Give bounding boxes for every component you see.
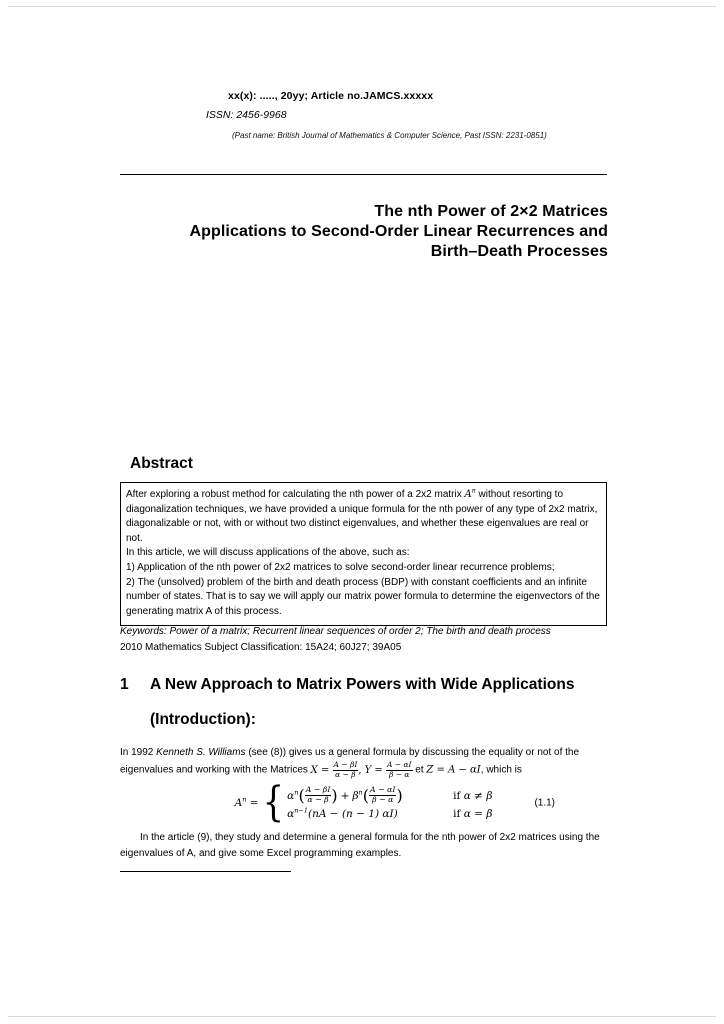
keywords-line: Keywords: Power of a matrix; Recurrent linear sequences of order 2; The birth and death process [120,626,551,637]
right-paren-2: ) [396,785,403,805]
abstract-p1-pre: After exploring a robust method for calculating the nth power of a 2x2 matrix [126,489,465,500]
fraction-2-denominator: β − α [372,795,394,804]
case-row-2 [287,808,492,820]
fraction-1-denominator: α − β [307,795,329,804]
cases-brace: { [262,778,285,827]
section-heading [120,676,625,729]
matrix-y-numerator: A − αI [387,760,412,769]
section-number: 1 [120,676,129,693]
case-2-body: (nA − (n − 1) αI) [308,807,398,820]
alpha-symbol: α [287,789,295,802]
math-sup-n: n [471,487,476,495]
intro-pre: In 1992 [120,747,157,758]
alpha-exponent: n [294,788,299,796]
matrix-x-fraction [333,761,359,779]
equation-lhs-base: A [234,797,243,809]
page-top-edge [8,6,716,7]
abstract-paragraph-2: In this article, we will discuss applications of the above, such as: [126,547,410,559]
left-paren-1: ( [298,785,305,805]
case-2-coef-alpha [287,808,308,820]
journal-header [120,90,607,140]
abstract-paragraph-1 [126,488,600,546]
math-base-A: A [464,489,472,500]
section-heading-line-1 [120,676,625,694]
intro-mid: (see (8)) gives us a general formula by discussing the equality or not of the eigenvalues and working with the Matrices [120,747,580,776]
abstract-item-1: 1) Application of the nth power of 2x2 matrices to solve second-order linear recurrence problems; [126,561,555,573]
closing-paragraph: In the article (9), they study and determine a general formula for the nth power of 2x2 matrices using the eigenvalues of A, and give some Excel programming examples. [120,832,600,859]
matrix-x-lhs: X = [310,764,333,776]
paper-title-line-3: Birth–Death Processes [430,243,608,260]
case-2-expression [287,808,447,820]
alpha-exponent-2: n−1 [294,806,309,815]
matrix-y-lhs: , Y = [358,764,386,776]
section-title: A New Approach to Matrix Powers with Wide Applications [150,676,575,693]
paper-title-line-2: Applications to Second-Order Linear Recurrences and [189,223,608,240]
intro-post: , which is [480,764,522,776]
equation-lhs-sup: n [242,795,247,804]
msc-line: 2010 Mathematics Subject Classification: 15A24; 60J27; 39A05 [120,641,402,653]
abstract-item-2: 2) The (unsolved) problem of the birth and death process (BDP) with constant coefficients and an infinite number of states. That is to say we will apply our matrix power formula to determine the eigenvectors of the generating matrix A of this process. [126,576,600,617]
abstract-box [120,482,607,626]
equation-body [234,778,493,827]
intro-et: et [412,764,427,776]
case-1-fraction-1 [305,786,332,805]
case-1-coef-beta [352,790,362,802]
case-2-condition-expr: α = β [463,807,493,820]
beta-symbol: β [352,789,359,802]
equation-number: (1.1) [534,797,555,809]
if-word-2: if [453,807,464,820]
plus-sign: + [340,789,350,802]
equation-lhs [235,797,259,809]
equals-sign: = [246,797,259,809]
section-subtitle: (Introduction): [150,711,256,728]
paper-title [120,202,608,262]
beta-exponent: n [358,788,363,796]
case-1-fraction-2 [369,786,396,805]
footnote-rule [120,871,291,872]
matrix-x-numerator: A − βI [333,760,358,769]
fraction-1-numerator: A − βI [305,785,331,795]
matrix-x-denominator: α − β [335,769,356,779]
fraction-2-numerator: A − αI [369,785,396,795]
header-divider-rule [120,174,607,175]
author-name: Kenneth S. Williams [156,747,246,758]
journal-past-name: (Past name: British Journal of Mathematics & Computer Science, Past ISSN: 2231-0851) [232,131,547,140]
equation-cases [287,786,492,820]
if-word: if [453,789,464,802]
abstract-heading: Abstract [130,455,193,472]
paper-title-line-1: The nth Power of 2×2 Matrices [374,203,608,220]
matrix-y-fraction [386,761,413,779]
left-paren-2: ( [362,785,369,805]
intro-paragraph [120,745,609,779]
journal-citation: xx(x): ....., 20yy; Article no.JAMCS.xxxxx [228,90,434,102]
case-1-condition [453,790,492,802]
case-row-1 [287,786,492,805]
right-paren-1: ) [331,785,338,805]
matrix-z-math: Z = A − αI [426,764,481,776]
case-2-condition [453,808,492,820]
journal-issn: ISSN: 2456-9968 [206,109,287,121]
case-1-condition-expr: α ≠ β [463,789,493,802]
case-1-coef-alpha [287,790,298,802]
paper-meta [120,626,607,653]
alpha-symbol-2: α [287,807,295,820]
abstract-p1-post: without resorting to diagonalization techniques, we have provided a unique formula for the nth power of any type of 2x2 matrix, diagonalizable or not, with or without two distinct eigenvalues, and whether these eigenvalues are real or not. [126,489,598,544]
case-1-expression [287,786,447,805]
page-bottom-edge [8,1016,716,1017]
matrix-y-denominator: β − α [389,769,410,779]
matrix-power-inline-math [465,489,476,500]
equation-1-1 [120,778,607,827]
